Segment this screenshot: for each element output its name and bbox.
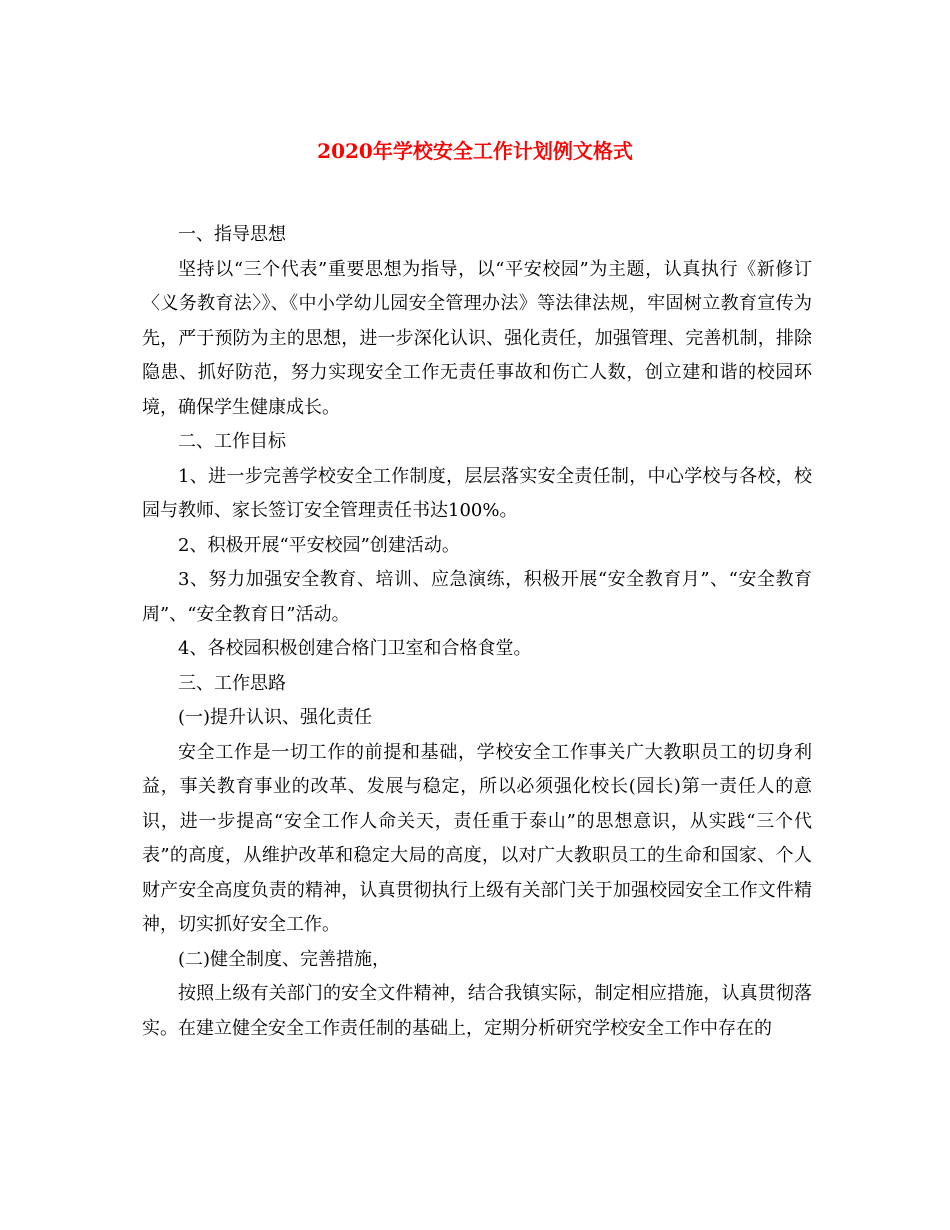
goal-item-2: 2、积极开展“平安校园”创建活动。 (178, 534, 460, 556)
subheading-improve-systems: (二)健全制度、完善措施， (178, 948, 391, 970)
document-body (142, 218, 812, 1046)
goal-item-3: 3、努力加强安全教育、培训、应急演练，积极开展“安全教育月”、“安全教育周”、“安全教育日”活动。 (142, 569, 812, 625)
document-title: 2020年学校安全工作计划例文格式 (317, 139, 633, 163)
subheading-raise-awareness: (一)提升认识、强化责任 (178, 707, 373, 728)
goal-item-1: 1、进一步完善学校安全工作制度，层层落实安全责任制，中心学校与各校，校园与教师、家长签订安全管理责任书达100%。 (142, 465, 812, 521)
paragraph-improve-systems: 按照上级有关部门的安全文件精神，结合我镇实际，制定相应措施，认真贯彻落实。在建立健全安全工作责任制的基础上，定期分析研究学校安全工作中存在的 (142, 983, 812, 1039)
goal-item-4: 4、各校园积极创建合格门卫室和合格食堂。 (178, 638, 532, 659)
heading-work-approach: 三、工作思路 (178, 672, 286, 694)
heading-work-goals: 二、工作目标 (178, 431, 286, 452)
paragraph-guiding-ideology: 坚持以“三个代表”重要思想为指导，以“平安校园”为主题，认真执行《新修订〈义务教育法〉》、《中小学幼儿园安全管理办法》等法律法规，牢固树立教育宣传为先，严于预防为主的思想，进一步深化认识、强化责任，加强管理、完善机制，排除隐患、抓好防范，努力实现安全工作无责任事故和伤亡人数，创立建和谐的校园环境，确保学生健康成长。 (142, 258, 812, 418)
paragraph-raise-awareness: 安全工作是一切工作的前提和基础，学校安全工作事关广大教职员工的切身利益，事关教育事业的改革、发展与稳定，所以必须强化校长(园长)第一责任人的意识，进一步提高“安全工作人命关天，责任重于泰山”的思想意识，从实践“三个代表”的高度，从维护改革和稳定大局的高度，以对广大教职员工的生命和国家、个人财产安全高度负责的精神，认真贯彻执行上级有关部门关于加强校园安全工作文件精神，切实抓好安全工作。 (142, 741, 812, 935)
heading-guiding-ideology: 一、指导思想 (178, 224, 286, 245)
